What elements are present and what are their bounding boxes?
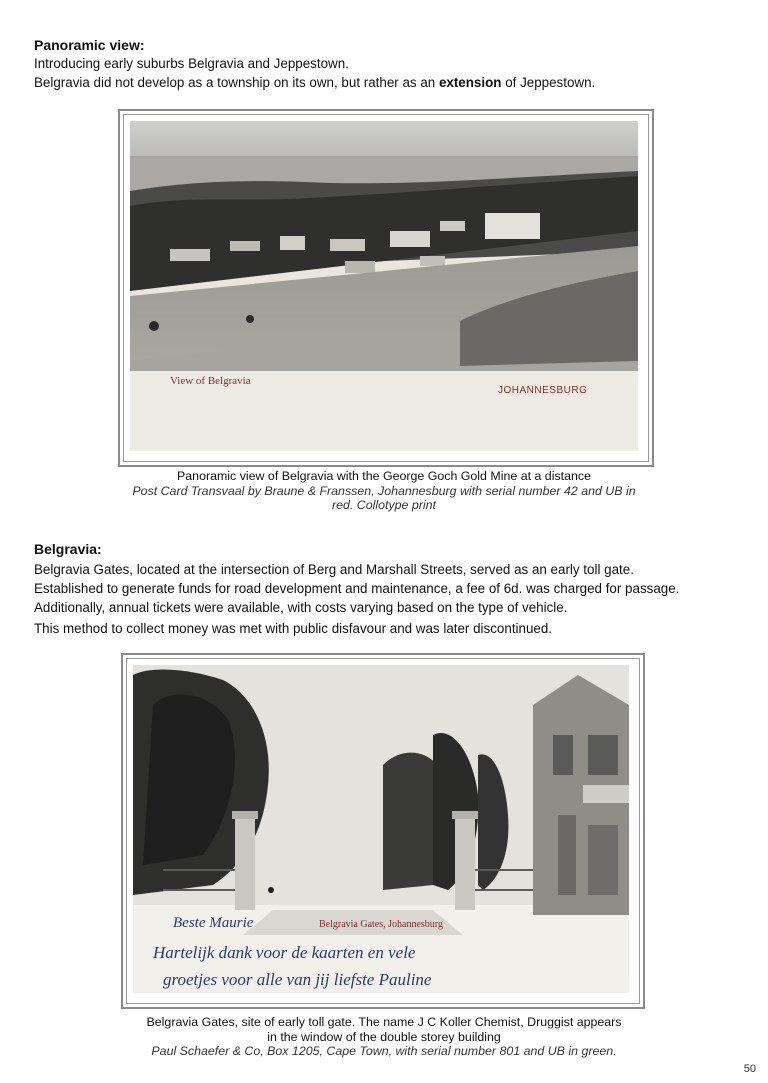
handwriting-line: Beste Maurie <box>173 915 254 931</box>
text-run: of Jeppestown. <box>501 75 596 90</box>
postcard-frame <box>121 653 645 1009</box>
section-heading: Belgravia: <box>34 541 102 557</box>
text-run: Belgravia did not develop as a township on its own, but rather as an <box>34 75 439 90</box>
caption-line: Panoramic view of Belgravia with the George Goch Gold Mine at a distance <box>177 469 591 483</box>
handwriting-line: Hartelijk dank voor de kaarten en vele <box>153 943 416 962</box>
section-panoramic <box>34 36 744 92</box>
postcard-photo-belgravia-panorama <box>130 121 642 455</box>
section-belgravia <box>34 540 744 638</box>
caption-gates <box>80 1015 688 1059</box>
postcard-frame <box>118 109 654 467</box>
caption-line: Belgravia Gates, site of early toll gate. The name J C Koller Chemist, Druggist appears <box>146 1015 622 1029</box>
photo-label-left: View of Belgravia <box>170 375 251 387</box>
caption-source-line: Post Card Transvaal by Braune & Franssen, Johannesburg with serial number 42 and UB in <box>132 483 636 498</box>
paragraph-line: This method to collect money was met with public disfavour and was later discontinued. <box>34 621 553 636</box>
paragraph-line: Introducing early suburbs Belgravia and Jeppestown. <box>34 56 349 71</box>
photo-title: Belgravia Gates, Johannesburg <box>319 919 443 930</box>
handwriting-line: groetjes voor alle van jij liefste Pauline <box>163 970 432 989</box>
section-heading: Panoramic view: <box>34 37 145 53</box>
caption-panorama <box>80 469 688 513</box>
paragraph-line: Established to generate funds for road development and maintenance, a fee of 6d. was charged for passage. <box>34 581 680 596</box>
paragraph-line: Belgravia Gates, located at the intersection of Berg and Marshall Streets, served as an early toll gate. <box>34 562 634 577</box>
bold-text: extension <box>438 75 502 90</box>
panorama-image <box>130 121 638 451</box>
caption-source-line: red. Collotype print <box>332 498 436 512</box>
paragraph-line: Additionally, annual tickets were available, with costs varying based on the type of vehicle. <box>34 600 568 615</box>
gates-image <box>133 665 629 993</box>
caption-line: in the window of the double storey building <box>267 1029 501 1044</box>
caption-source-line: Paul Schaefer & Co, Box 1205, Cape Town, with serial number 801 and UB in green. <box>151 1044 617 1058</box>
photo-label-right: JOHANNESBURG <box>498 385 588 396</box>
page-number: 50 <box>743 1063 756 1075</box>
postcard-photo-belgravia-gates <box>133 665 633 997</box>
paragraph-line <box>34 73 744 92</box>
